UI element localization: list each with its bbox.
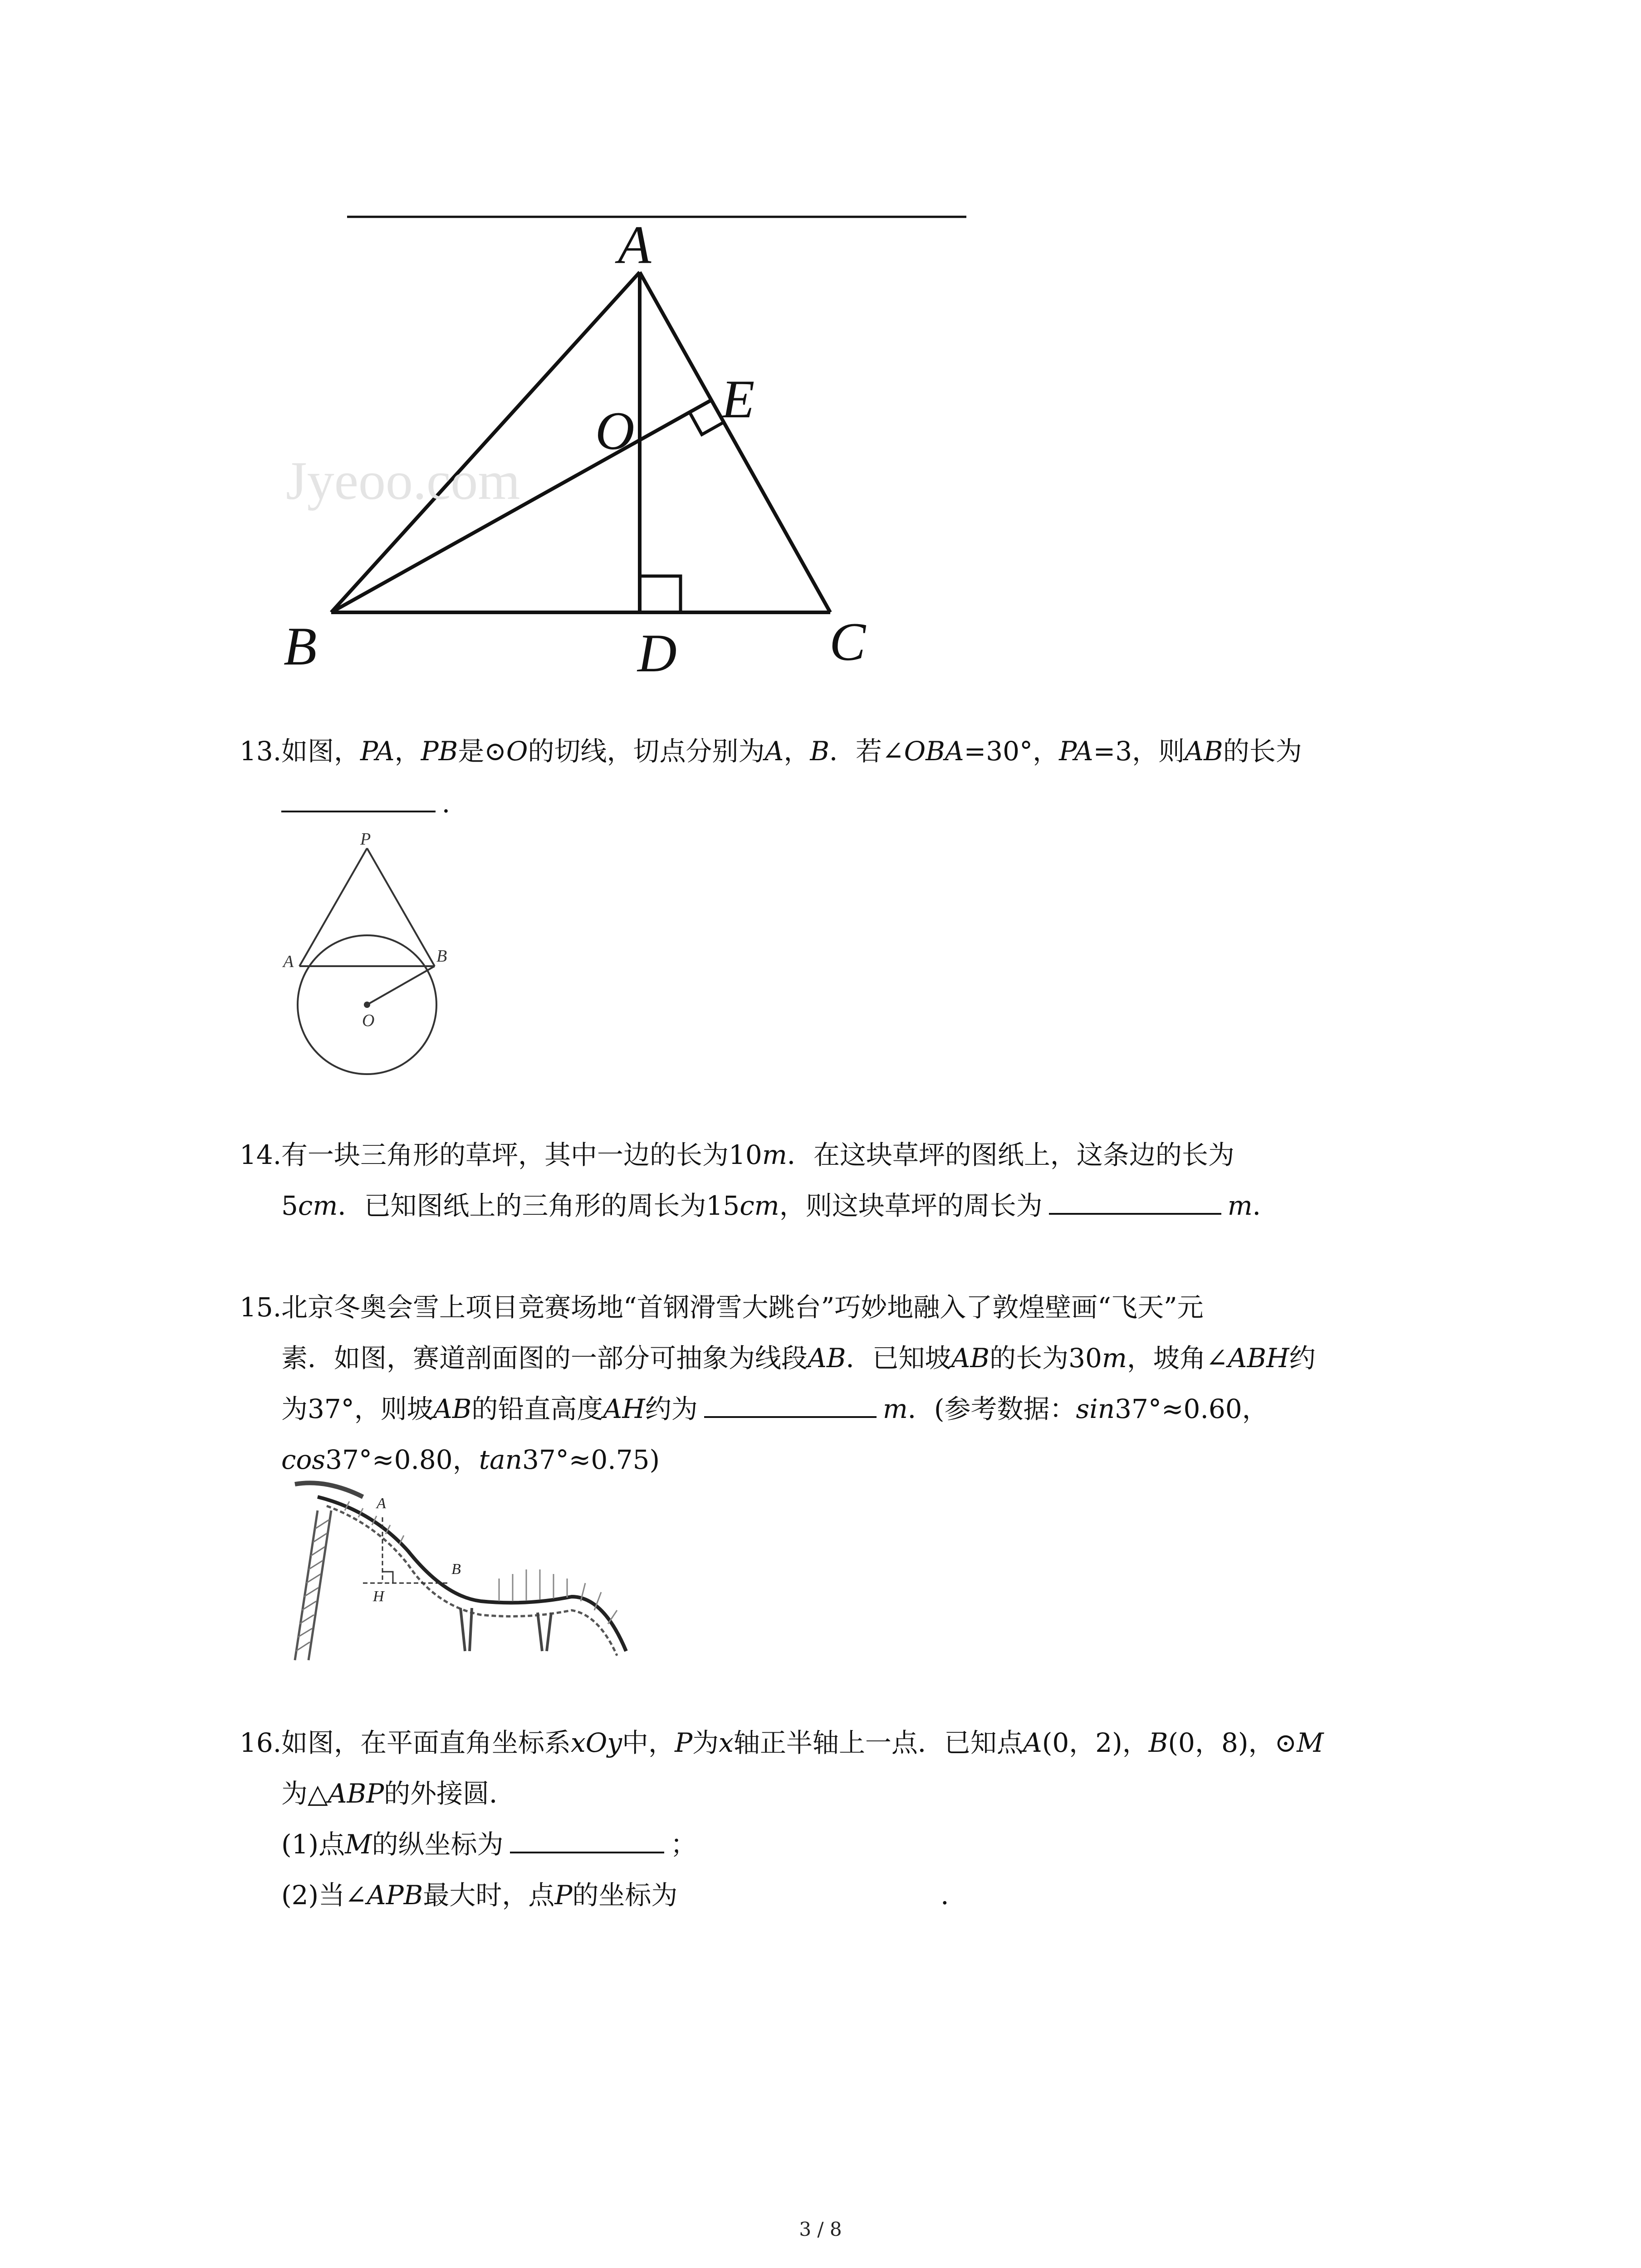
ski-jump-figure (272, 1474, 671, 1674)
watermark: Jyeoo.com (286, 450, 520, 511)
page-number: 3 / 8 (799, 2218, 842, 2240)
question-16-part-1: (1)点M的纵坐标为 ； (281, 1819, 697, 1870)
right-angle-H (382, 1572, 393, 1583)
question-number: 15. (240, 1292, 282, 1323)
question-15-line-3: 为37°，则坡AB的铅直高度AH约为 m．(参考数据：sin37°≈0.60， (281, 1383, 1269, 1434)
tangent-PA (299, 848, 367, 966)
label-B: B (284, 616, 317, 676)
question-16: 16.如图，在平面直角坐标系xOy中，P为x轴正半轴上一点．已知点A(0，2)，B(0，8)，⊙M (240, 1717, 1323, 1768)
question-number: 13. (240, 736, 282, 767)
side-AB (331, 272, 640, 612)
support-1 (460, 1608, 472, 1651)
support-2 (538, 1613, 551, 1651)
track-texture (345, 1501, 617, 1624)
question-15-line-2: 素．如图，赛道剖面图的一部分可抽象为线段AB．已知坡AB的长为30m，坡角∠ABH约 (281, 1343, 1316, 1374)
question-13: 13.如图，PA，PB是⊙O的切线，切点分别为A，B．若∠OBA=30°，PA=3，则AB的长为 (240, 726, 1302, 777)
question-14: 14.有一块三角形的草坪，其中一边的长为10m．在这块草坪的图纸上，这条边的长为 (240, 1129, 1234, 1180)
tangent-circle-figure (277, 826, 467, 1080)
question-16-line-2: 为△ABP的外接圆． (281, 1778, 516, 1809)
answer-line-13: ． (281, 778, 468, 829)
tower-frame (295, 1510, 331, 1660)
label-E: E (721, 369, 755, 429)
answer-blank-16-1[interactable] (510, 1824, 664, 1853)
label-A: A (618, 215, 652, 275)
label-C: C (829, 611, 866, 672)
label-H: H (373, 1588, 384, 1605)
label-O: O (595, 401, 635, 461)
center-dot (364, 1002, 370, 1008)
question-14-line-2: 5cm．已知图纸上的三角形的周长为15cm，则这块草坪的周长为 m． (281, 1180, 1279, 1231)
question-number: 14. (240, 1139, 282, 1170)
triangle-altitude-figure (254, 181, 998, 694)
radius-OB (367, 966, 435, 1005)
answer-blank-13[interactable] (281, 783, 436, 812)
label-A: A (377, 1495, 386, 1512)
label-B: B (451, 1561, 461, 1578)
tangent-PB (367, 848, 435, 966)
label-O: O (362, 1011, 375, 1030)
question-number: 16. (240, 1727, 282, 1758)
label-P: P (360, 830, 371, 849)
label-A: A (283, 952, 294, 971)
answer-blank-14[interactable] (1049, 1186, 1221, 1215)
answer-blank-15[interactable] (704, 1389, 877, 1418)
question-15-line-4: cos37°≈0.80，tan37°≈0.75) (281, 1444, 660, 1475)
question-16-part-2: (2)当∠APB最大时，点P的坐标为 ． (281, 1880, 967, 1911)
label-D: D (637, 623, 677, 683)
side-AC (640, 272, 830, 612)
label-B: B (436, 947, 447, 966)
question-15: 15.北京冬奥会雪上项目竞赛场地“首钢滑雪大跳台”巧妙地融入了敦煌壁画“飞天”元 (240, 1282, 1204, 1333)
right-angle-D (640, 576, 681, 612)
tower-top (295, 1483, 363, 1497)
